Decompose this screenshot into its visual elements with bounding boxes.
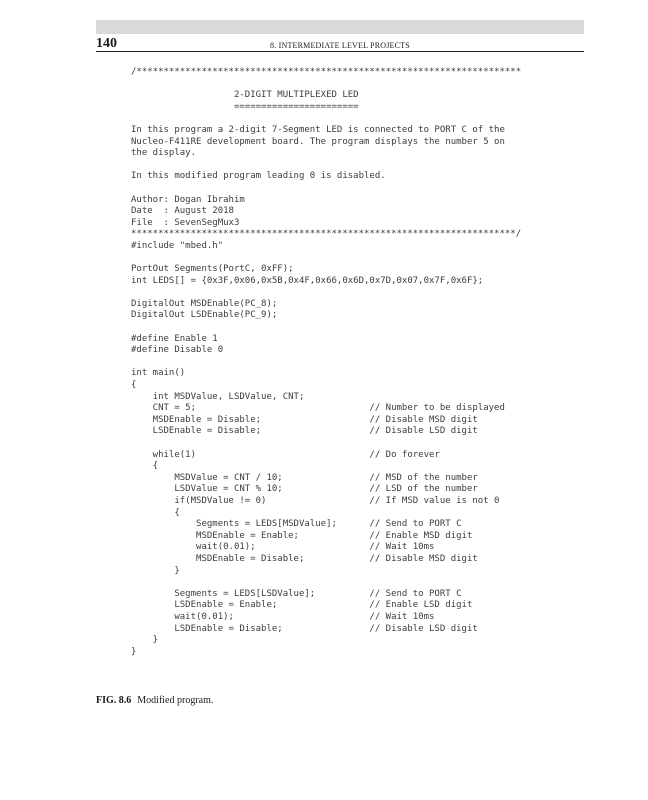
- code-line: the display.: [131, 148, 197, 159]
- code-line: [131, 322, 521, 334]
- code-listing: [131, 67, 521, 658]
- code-line: MSDEnable = Enable; // Enable MSD digit: [131, 530, 473, 541]
- code-line: Nucleo-F411RE development board. The program displays the number 5 on: [131, 136, 505, 147]
- header-rule: [96, 51, 584, 52]
- code-line: DigitalOut MSDEnable(PC_8);: [131, 298, 278, 309]
- code-line: 2-DIGIT MULTIPLEXED LED: [131, 90, 359, 101]
- code-line: {: [131, 380, 137, 391]
- code-line: LSDEnable = Enable; // Enable LSD digit: [131, 600, 473, 611]
- figure-caption-text: Modified program.: [137, 695, 214, 706]
- code-line: }: [131, 646, 137, 657]
- code-line: [131, 183, 521, 195]
- code-line: #define Enable 1: [131, 333, 218, 344]
- figure-label: FIG. 8.6: [96, 695, 132, 706]
- code-line: CNT = 5; // Number to be displayed: [131, 403, 505, 414]
- code-line: int main(): [131, 368, 186, 379]
- code-line: }: [131, 565, 180, 576]
- code-line: [131, 357, 521, 369]
- code-line: MSDValue = CNT / 10; // MSD of the number: [131, 472, 478, 483]
- header-shade-bar: [96, 20, 584, 34]
- code-line: [131, 253, 521, 265]
- code-line: [131, 577, 521, 589]
- code-line: wait(0.01); // Wait 10ms: [131, 611, 435, 622]
- code-line: In this modified program leading 0 is disabled.: [131, 171, 386, 182]
- code-line: Segments = LEDS[MSDValue]; // Send to PORT C: [131, 519, 462, 530]
- code-line: LSDEnable = Disable; // Disable LSD digit: [131, 623, 478, 634]
- code-line: {: [131, 507, 180, 518]
- code-line: LSDValue = CNT % 10; // LSD of the number: [131, 484, 478, 495]
- code-line: MSDEnable = Disable; // Disable MSD digit: [131, 553, 478, 564]
- code-line: [131, 113, 521, 125]
- code-line: [131, 438, 521, 450]
- code-line: Date : August 2018: [131, 206, 234, 217]
- code-line: int MSDValue, LSDValue, CNT;: [131, 391, 305, 402]
- code-line: wait(0.01); // Wait 10ms: [131, 542, 435, 553]
- running-head: 8. INTERMEDIATE LEVEL PROJECTS: [270, 41, 410, 50]
- code-line: PortOut Segments(PortC, 0xFF);: [131, 264, 294, 275]
- code-line: In this program a 2-digit 7-Segment LED is connected to PORT C of the: [131, 124, 505, 135]
- code-line: [131, 79, 521, 91]
- code-line: =======================: [131, 101, 359, 112]
- code-line: int LEDS[] = {0x3F,0x06,0x5B,0x4F,0x66,0x6D,0x7D,0x07,0x7F,0x6F};: [131, 275, 484, 286]
- code-line: #define Disable 0: [131, 345, 224, 356]
- code-line: ***********************************************************************/: [131, 229, 522, 240]
- code-line: if(MSDValue != 0) // If MSD value is not 0: [131, 495, 500, 506]
- code-line: {: [131, 461, 159, 472]
- code-line: }: [131, 635, 159, 646]
- code-line: #include "mbed.h": [131, 240, 224, 251]
- figure-caption: [96, 695, 213, 706]
- page-number: 140: [96, 36, 117, 51]
- code-line: [131, 160, 521, 172]
- code-line: /***********************************************************************: [131, 67, 522, 77]
- code-line: DigitalOut LSDEnable(PC_9);: [131, 310, 278, 321]
- code-line: File : SevenSegMux3: [131, 217, 240, 228]
- code-line: while(1) // Do forever: [131, 449, 440, 460]
- code-line: [131, 287, 521, 299]
- code-line: Segments = LEDS[LSDValue]; // Send to PORT C: [131, 588, 462, 599]
- code-line: Author: Dogan Ibrahim: [131, 194, 245, 205]
- code-line: MSDEnable = Disable; // Disable MSD digit: [131, 414, 478, 425]
- code-line: LSDEnable = Disable; // Disable LSD digit: [131, 426, 478, 437]
